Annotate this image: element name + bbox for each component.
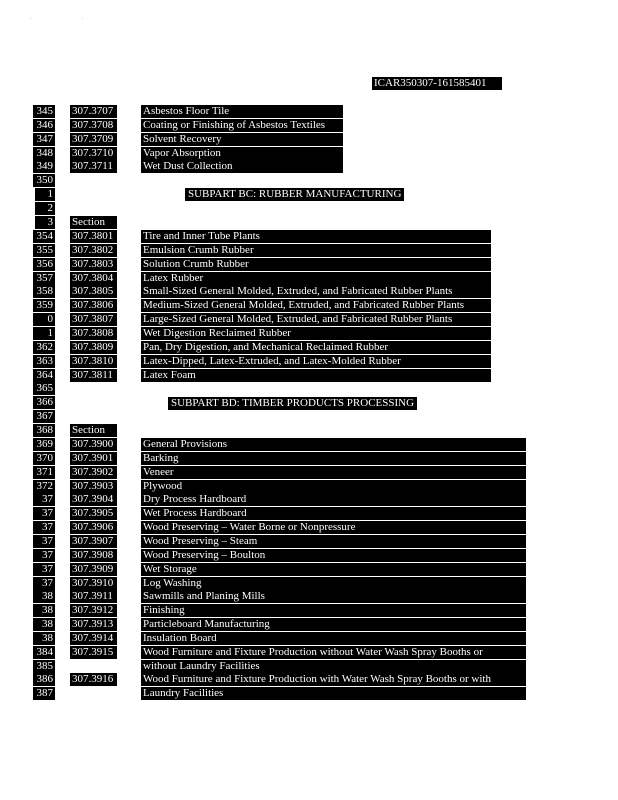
section-number: 307.3707 [70, 105, 117, 118]
line-number: 38 [33, 632, 55, 645]
section-number: 307.3914 [70, 632, 117, 645]
line-number: 385 [33, 660, 55, 673]
line-number: 362 [33, 341, 55, 354]
subpart-bc-heading: SUBPART BC: RUBBER MANUFACTURING [185, 188, 404, 201]
line-number: 366 [33, 396, 55, 409]
section-number: 307.3909 [70, 563, 117, 576]
line-number: 359 [33, 299, 55, 312]
section-description: Pan, Dry Digestion, and Mechanical Reclaimed Rubber [141, 341, 491, 354]
line-number: 357 [33, 272, 55, 285]
section-description: Wet Process Hardboard [141, 507, 526, 520]
document-id-label: ICAR350307-161585401 [372, 77, 502, 90]
section-description: Emulsion Crumb Rubber [141, 244, 491, 257]
section-description: Latex Rubber [141, 272, 491, 285]
line-number: 354 [33, 230, 55, 243]
line-number: 369 [33, 438, 55, 451]
line-number: 3 [35, 216, 55, 229]
section-description: Wood Preserving – Water Borne or Nonpressure [141, 521, 526, 534]
section-description: Log Washing [141, 577, 526, 590]
section-column-header: Section [70, 216, 117, 229]
section-description: Insulation Board [141, 632, 526, 645]
section-number: 307.3911 [70, 590, 117, 603]
section-number: 307.3913 [70, 618, 117, 631]
section-description: Wet Digestion Reclaimed Rubber [141, 327, 491, 340]
section-description: Latex-Dipped, Latex-Extruded, and Latex-Molded Rubber [141, 355, 491, 368]
section-number: 307.3900 [70, 438, 117, 451]
line-number: 0 [33, 313, 55, 326]
line-number: 365 [33, 382, 55, 395]
line-number: 371 [33, 466, 55, 479]
section-number: 307.3810 [70, 355, 117, 368]
section-description: Vapor Absorption [141, 147, 343, 160]
line-number: 355 [33, 244, 55, 257]
line-number: 348 [33, 147, 55, 160]
line-number: 37 [33, 507, 55, 520]
section-description: Laundry Facilities [141, 687, 526, 700]
section-number: 307.3709 [70, 133, 117, 146]
section-description: Wood Preserving – Steam [141, 535, 526, 548]
section-number: 307.3806 [70, 299, 117, 312]
section-number: 307.3905 [70, 507, 117, 520]
line-number: 37 [33, 577, 55, 590]
section-description: Wood Preserving – Boulton [141, 549, 526, 562]
section-description: Barking [141, 452, 526, 465]
line-number: 37 [33, 521, 55, 534]
section-description: Finishing [141, 604, 526, 617]
section-description: Sawmills and Planing Mills [141, 590, 526, 603]
section-number: 307.3902 [70, 466, 117, 479]
section-description: Veneer [141, 466, 526, 479]
section-description: without Laundry Facilities [141, 660, 526, 673]
line-number: 38 [33, 604, 55, 617]
line-number: 37 [33, 493, 55, 506]
section-number: 307.3811 [70, 369, 117, 382]
line-number: 350 [33, 174, 55, 187]
line-number: 38 [33, 618, 55, 631]
line-number: 368 [33, 424, 55, 437]
section-description: Solvent Recovery [141, 133, 343, 146]
section-description: Coating or Finishing of Asbestos Textiles [141, 119, 343, 132]
section-number: 307.3805 [70, 285, 117, 298]
line-number: 349 [33, 160, 55, 173]
section-number: 307.3809 [70, 341, 117, 354]
line-number: 367 [33, 410, 55, 423]
section-number: 307.3901 [70, 452, 117, 465]
section-description: Dry Process Hardboard [141, 493, 526, 506]
section-description: Solution Crumb Rubber [141, 258, 491, 271]
section-number: 307.3808 [70, 327, 117, 340]
line-number: 37 [33, 535, 55, 548]
line-number: 387 [33, 687, 55, 700]
section-number: 307.3916 [70, 673, 117, 686]
line-number: 37 [33, 549, 55, 562]
line-number: 1 [33, 327, 55, 340]
line-number: 346 [33, 119, 55, 132]
section-number: 307.3710 [70, 147, 117, 160]
section-number: 307.3912 [70, 604, 117, 617]
section-number: 307.3910 [70, 577, 117, 590]
section-number: 307.3804 [70, 272, 117, 285]
section-number: 307.3907 [70, 535, 117, 548]
section-number: 307.3807 [70, 313, 117, 326]
line-number: 364 [33, 369, 55, 382]
line-number: 345 [33, 105, 55, 118]
section-number: 307.3801 [70, 230, 117, 243]
section-description: Wood Furniture and Fixture Production with Water Wash Spray Booths or with [141, 673, 526, 686]
section-number: 307.3904 [70, 493, 117, 506]
section-description: Plywood [141, 480, 526, 493]
line-number: 37 [33, 563, 55, 576]
line-number: 347 [33, 133, 55, 146]
line-number: 372 [33, 480, 55, 493]
section-number: 307.3908 [70, 549, 117, 562]
section-number: 307.3708 [70, 119, 117, 132]
section-description: Large-Sized General Molded, Extruded, and Fabricated Rubber Plants [141, 313, 491, 326]
section-number: 307.3803 [70, 258, 117, 271]
section-description: General Provisions [141, 438, 526, 451]
line-number: 356 [33, 258, 55, 271]
section-description: Wet Storage [141, 563, 526, 576]
line-number: 370 [33, 452, 55, 465]
line-number: 384 [33, 646, 55, 659]
section-number: 307.3711 [70, 160, 117, 173]
section-number: 307.3915 [70, 646, 117, 659]
subpart-bd-heading: SUBPART BD: TIMBER PRODUCTS PROCESSING [168, 397, 417, 410]
section-description: Particleboard Manufacturing [141, 618, 526, 631]
section-number: 307.3802 [70, 244, 117, 257]
section-description: Small-Sized General Molded, Extruded, and Fabricated Rubber Plants [141, 285, 491, 298]
section-description: Tire and Inner Tube Plants [141, 230, 491, 243]
section-description: Asbestos Floor Tile [141, 105, 343, 118]
section-description: Wood Furniture and Fixture Production without Water Wash Spray Booths or [141, 646, 526, 659]
line-number: 38 [33, 590, 55, 603]
section-description: Wet Dust Collection [141, 160, 343, 173]
section-number: 307.3906 [70, 521, 117, 534]
line-number: 386 [33, 673, 55, 686]
line-number: 2 [35, 202, 55, 215]
line-number: 1 [35, 188, 55, 201]
line-number: 363 [33, 355, 55, 368]
scan-specks: · · [30, 16, 108, 22]
section-description: Medium-Sized General Molded, Extruded, and Fabricated Rubber Plants [141, 299, 491, 312]
section-description: Latex Foam [141, 369, 491, 382]
section-column-header: Section [70, 424, 117, 437]
line-number: 358 [33, 285, 55, 298]
section-number: 307.3903 [70, 480, 117, 493]
